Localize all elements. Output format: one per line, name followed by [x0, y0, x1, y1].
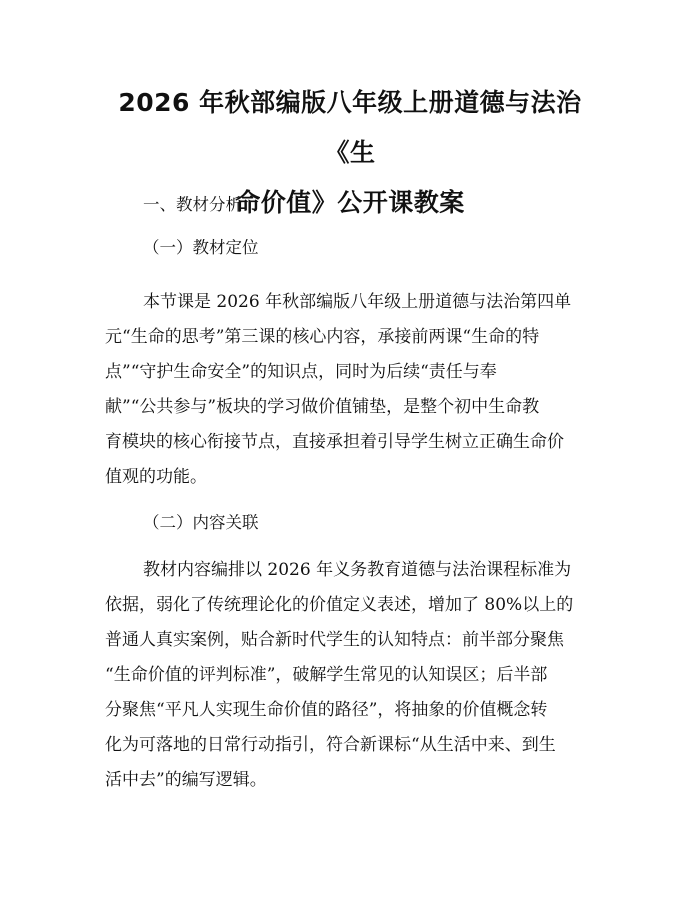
subsection-heading-positioning: （一）教材定位	[143, 238, 259, 257]
title-line: 2026 年秋部编版八年级上册道德与法治《生	[118, 88, 582, 167]
paragraph-line: 教材内容编排以 2026 年义务教育道德与法治课程标准为	[143, 560, 572, 580]
section-heading-analysis: 一、教材分析	[143, 195, 242, 214]
paragraph-line: 育模块的核心衔接节点，直接承担着引导学生树立正确生命价	[105, 432, 564, 452]
subsection-heading-content-relation: （二）内容关联	[143, 513, 259, 532]
paragraph-line: 依据，弱化了传统理论化的价值定义表述，增加了 80%以上的	[105, 595, 574, 615]
paragraph-line: 活中去”的编写逻辑。	[105, 770, 267, 790]
paragraph-line: 分聚焦“平凡人实现生命价值的路径”，将抽象的价值概念转	[105, 700, 548, 720]
title-line: 命价值》公开课教案	[235, 188, 465, 217]
paragraph-positioning	[105, 285, 595, 495]
paragraph-line: 化为可落地的日常行动指引，符合新课标“从生活中来、到生	[105, 735, 556, 755]
paragraph-line: 献”“公共参与”板块的学习做价值铺垫，是整个初中生命教	[105, 397, 540, 417]
paragraph-line: “生命价值的评判标准”，破解学生常见的认知误区；后半部	[105, 665, 548, 685]
paragraph-line: 元“生命的思考”第三课的核心内容，承接前两课“生命的特	[105, 327, 540, 347]
paragraph-line: 值观的功能。	[105, 467, 207, 487]
paragraph-line: 普通人真实案例，贴合新时代学生的认知特点：前半部分聚焦	[105, 630, 564, 650]
paragraph-content-relation	[105, 553, 595, 798]
paragraph-line: 本节课是 2026 年秋部编版八年级上册道德与法治第四单	[143, 292, 572, 312]
paragraph-line: 点”“守护生命安全”的知识点，同时为后续“责任与奉	[105, 362, 497, 382]
